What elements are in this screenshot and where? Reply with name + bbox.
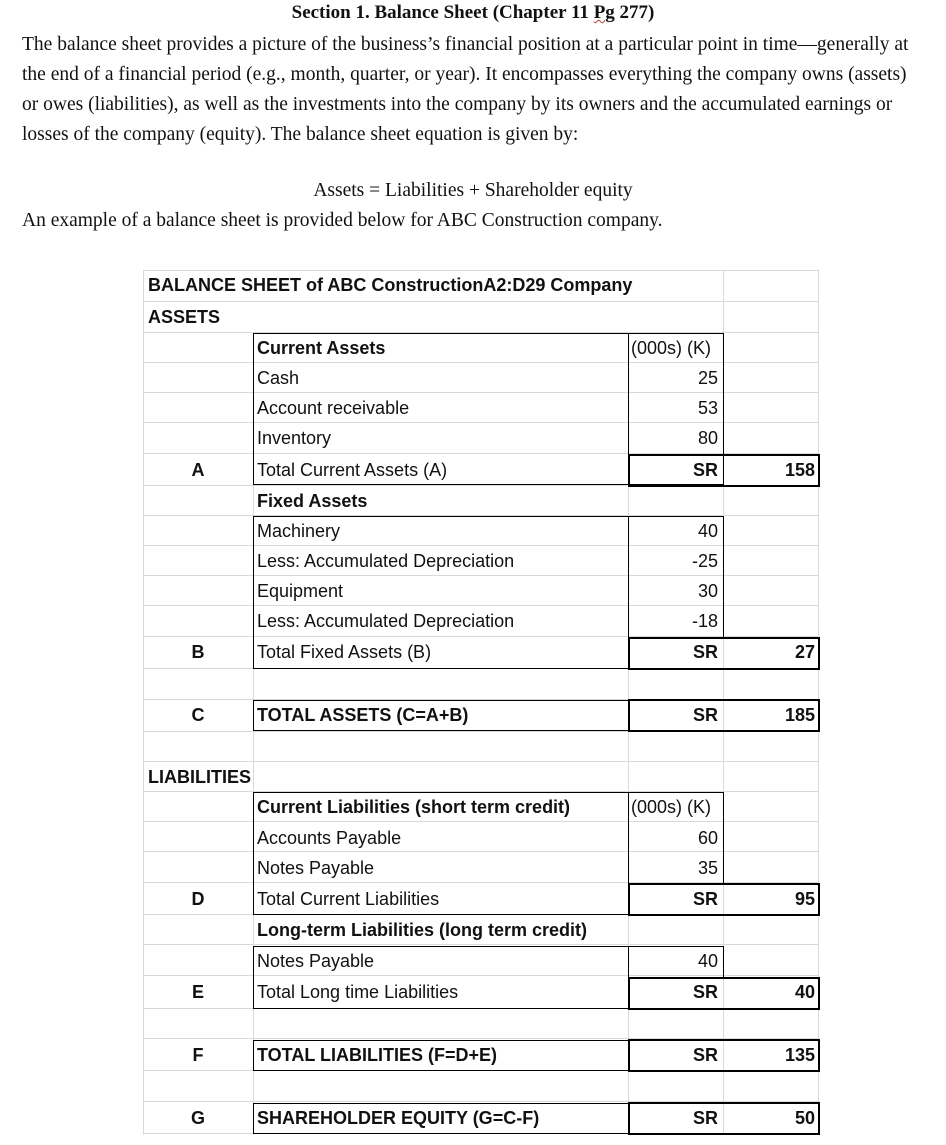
asset-label-receivable: Account receivable [257,398,410,418]
liability-value-accounts-payable: 60 [697,828,718,848]
assets-label: ASSETS [148,307,221,327]
fixed-label-depreciation-2: Less: Accumulated Depreciation [257,611,515,631]
total-current-liabilities-currency: SR [692,889,718,909]
fixed-value-depreciation-2: -18 [691,611,718,631]
long-term-value-notes-payable: 40 [697,951,718,971]
row-letter-g: G [190,1108,205,1128]
row-letter-f: F [192,1045,204,1065]
fixed-assets-header: Fixed Assets [257,491,368,511]
asset-label-inventory: Inventory [257,428,332,448]
total-fixed-assets-value: 27 [794,642,815,662]
asset-value-inventory: 80 [697,428,718,448]
current-assets-header: Current Assets [257,338,386,358]
total-current-liabilities-label: Total Current Liabilities [257,889,440,909]
total-current-liabilities-value: 95 [794,889,815,909]
liabilities-label: LIABILITIES [148,767,251,787]
balance-equation: Assets = Liabilities + Shareholder equity [313,180,633,201]
row-letter-d: D [191,889,205,909]
section-heading: Section 1. Balance Sheet (Chapter 11 Pg 277) [291,2,655,23]
long-term-header: Long-term Liabilities (long term credit) [257,920,588,940]
equity-currency: SR [692,1108,718,1128]
liability-label-accounts-payable: Accounts Payable [257,828,402,848]
unit-label: (000s) (K) [631,338,712,358]
fixed-value-machinery: 40 [697,521,718,541]
liability-value-notes-payable: 35 [697,858,718,878]
total-liabilities-currency: SR [692,1045,718,1065]
total-long-term-label: Total Long time Liabilities [257,982,459,1002]
equity-label: SHAREHOLDER EQUITY (G=C-F) [257,1108,540,1128]
asset-value-receivable: 53 [697,398,718,418]
row-letter-e: E [191,982,204,1002]
total-fixed-assets-label: Total Fixed Assets (B) [257,642,432,662]
total-liabilities-value: 135 [784,1045,815,1065]
current-liabilities-header: Current Liabilities (short term credit) [257,797,571,817]
asset-value-cash: 25 [697,368,718,388]
liabilities-unit-label: (000s) (K) [631,797,712,817]
asset-label-cash: Cash [257,368,300,388]
fixed-value-depreciation-1: -25 [691,551,718,571]
total-liabilities-label: TOTAL LIABILITIES (F=D+E) [257,1045,498,1065]
total-assets-currency: SR [692,705,718,725]
row-letter-c: C [191,705,205,725]
fixed-label-depreciation-1: Less: Accumulated Depreciation [257,551,515,571]
total-long-term-currency: SR [692,982,718,1002]
fixed-value-equipment: 30 [697,581,718,601]
example-sentence: An example of a balance sheet is provided below for ABC Construction company. [22,210,663,231]
row-letter-a: A [191,460,205,480]
sheet-title: BALANCE SHEET of ABC ConstructionA2:D29 Company [148,275,633,295]
total-current-assets-currency: SR [692,460,718,480]
row-letter-b: B [191,642,205,662]
equity-value: 50 [794,1108,815,1128]
fixed-label-machinery: Machinery [257,521,341,541]
total-long-term-value: 40 [794,982,815,1002]
total-assets-label: TOTAL ASSETS (C=A+B) [257,705,469,725]
gridline [143,301,819,302]
liability-label-notes-payable: Notes Payable [257,858,375,878]
fixed-label-equipment: Equipment [257,581,344,601]
heading-pg: Pg [593,2,615,23]
total-current-assets-label: Total Current Assets (A) [257,460,448,480]
intro-paragraph: The balance sheet provides a picture of the business’s financial position at a particular point in time—generally at the end of a financial period (e.g., month, quarter, or year). It encompasses everything the company owns (assets) or owes (liabilities), as well as the investments into the company by its owners and the accumulated earnings or losses of the company (equity). The balance sheet equation is given by: [22,34,909,145]
total-current-assets-value: 158 [784,460,815,480]
total-fixed-assets-currency: SR [692,642,718,662]
long-term-label-notes-payable: Notes Payable [257,951,375,971]
total-assets-value: 185 [784,705,815,725]
